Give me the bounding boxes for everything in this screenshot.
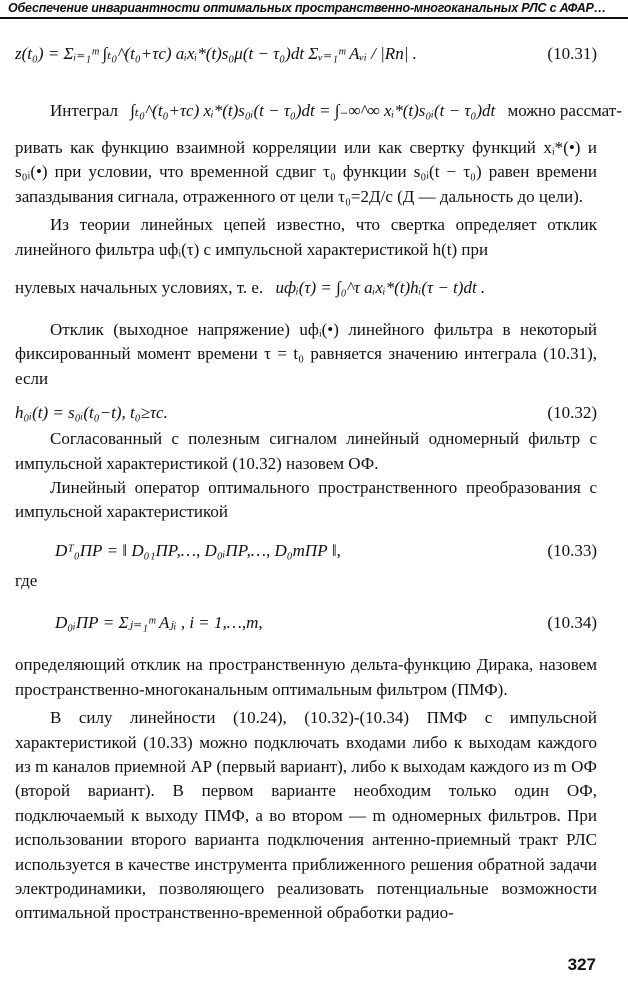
equation-formula: D₀ᵢПР = Σⱼ₌₁ᵐ Aⱼᵢ , i = 1,…,m,: [55, 613, 263, 633]
equation-number: (10.31): [547, 43, 597, 63]
equation-formula: z(t₀) = Σᵢ₌₁ᵐ ∫ₜ₀^(t₀+τc) aᵢxᵢ*(t)s₀μ(t − τ₀)dt Σᵥ₌₁ᵐ Aᵥᵢ / |Rп| .: [15, 43, 417, 63]
paragraph-correlation: ривать как функцию взаимной корреляции или как свертку функций xᵢ*(•) и s₀ᵢ(•) при условии, что временной сдвиг τ₀ функции s₀ᵢ(t − τ₀) равен времени запаздывания сигнала, отраженного от цели τ₀=2Д/c (Д — дальность до цели).: [15, 138, 597, 206]
paragraph-lead: Интеграл: [50, 101, 118, 120]
equation-number: (10.34): [547, 613, 597, 633]
word-where: где: [15, 570, 38, 590]
paragraph-integral-intro: [15, 86, 622, 136]
equation-10-33: [15, 533, 597, 569]
paragraph-matched-filter: Согласованный с полезным сигналом линейный одномерный фильтр с импульсной характеристикой (10.32) назовем ОФ.: [15, 429, 597, 473]
page-body: [15, 30, 622, 926]
paragraph-zero-conditions: [15, 262, 597, 314]
paragraph-linear-operator: Линейный оператор оптимального пространственного преобразования с импульсной характеристикой: [15, 478, 597, 522]
page-number: 327: [567, 955, 596, 974]
header-rule: [0, 17, 628, 19]
paragraph-output-voltage: Отклик (выходное напряжение) uфᵢ(•) линейного фильтра в некоторый фиксированный момент времени τ = t₀ равняется значению интеграла (10.31), если: [15, 320, 597, 388]
paragraph-convolution: Из теории линейных цепей известно, что свертка определяет отклик линейного фильтра uфᵢ(τ) с импульсной характеристикой h(t) при: [15, 215, 597, 259]
filter-response-formula: uфᵢ(τ) = ∫₀^τ aᵢxᵢ*(t)hᵢ(τ − t)dt .: [275, 278, 486, 298]
equation-formula: Dᵀ₀ПР = ‖ D₀₁ПР,…, D₀ᵢПР,…, D₀mПР ‖,: [55, 540, 341, 560]
paragraph-cont: нулевых начальных условиях, т. е.: [15, 278, 264, 298]
paragraph-lead-tail: можно рассмат-: [507, 101, 622, 120]
integral-formula: ∫ₜ₀^(t₀+τc) xᵢ*(t)s₀ᵢ(t − τ₀)dt = ∫₋∞^∞ xᵢ*(t)s₀ᵢ(t − τ₀)dt: [130, 101, 496, 120]
equation-formula: h₀ᵢ(t) = s₀ᵢ(t₀−t), t₀≥τc.: [15, 403, 168, 423]
equation-number: (10.32): [547, 403, 597, 423]
equation-10-32: [15, 399, 597, 427]
equation-10-31: [15, 30, 597, 78]
paragraph-variants: В силу линейности (10.24), (10.32)-(10.34) ПМФ с импульсной характеристикой (10.33) можно подключать входами либо к выходам каждого из m каналов приемной АР (первый вариант), либо к выходам каждого из m ОФ (второй вариант). В первом варианте необходим только один ОФ, подключаемый к выходу ПМФ, а во втором — m одномерных фильтров. При использовании второго варианта подключения антенно-приемный тракт РЛС используется в качестве инструмента приближенного решения обратной задачи электродинамики, позволяющего реализовать потенциальные возможности оптимальной пространственно-временной обработки радио-: [15, 708, 597, 923]
paragraph-dirac: определяющий отклик на пространственную дельта-функцию Дирака, назовем пространственно-многоканальным оптимальным фильтром (ПМФ).: [15, 655, 597, 699]
equation-number: (10.33): [547, 540, 597, 560]
running-header: Обеспечение инвариантности оптимальных пространственно-многоканальных РЛС с АФАР…: [8, 1, 606, 15]
equation-10-34: [15, 593, 597, 653]
